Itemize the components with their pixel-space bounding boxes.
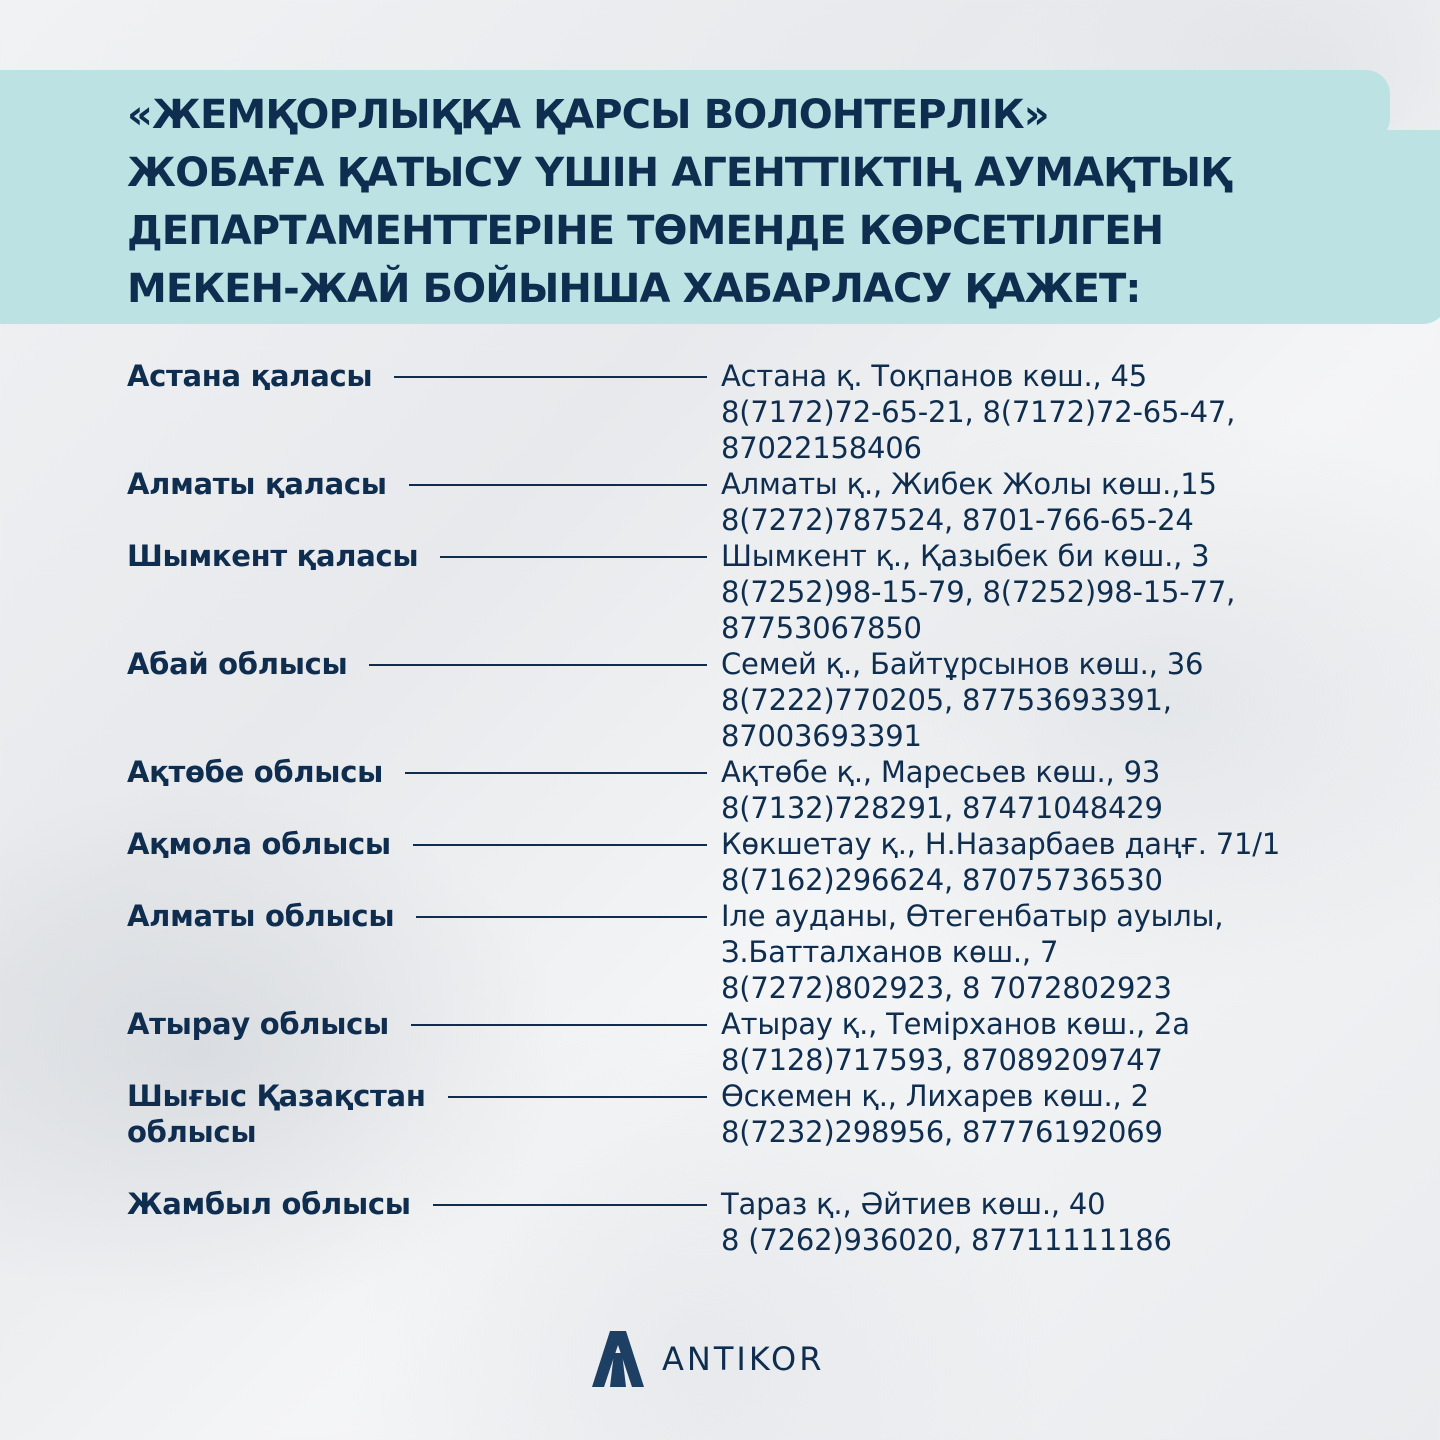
department-details — [721, 538, 1377, 646]
detail-line: 8(7272)802923, 8 7072802923 — [721, 971, 1172, 1005]
department-name — [127, 1186, 411, 1222]
department-name-line: облысы — [127, 1115, 257, 1149]
headline-line — [127, 144, 1230, 202]
detail-line: Көкшетау қ., Н.Назарбаев даңғ. 71/1 — [721, 827, 1281, 861]
department-name-line: Ақмола облысы — [127, 827, 391, 861]
department-name-line: Атырау облысы — [127, 1007, 389, 1041]
department-details — [721, 466, 1377, 538]
detail-line: Семей қ., Байтұрсынов көш., 36 — [721, 647, 1204, 681]
department-details — [721, 826, 1377, 898]
connector-line — [405, 772, 707, 774]
department-details — [721, 358, 1377, 466]
antikor-logo — [592, 1330, 824, 1388]
department-name-line: Шымкент қаласы — [127, 539, 419, 573]
department-name — [127, 754, 383, 790]
headline-line — [127, 260, 1230, 318]
detail-line: 8(7128)717593, 87089209747 — [721, 1043, 1163, 1077]
department-name-line: Алматы облысы — [127, 899, 395, 933]
connector-line — [433, 1204, 707, 1206]
department-entry — [127, 538, 1377, 646]
headline-line — [127, 202, 1230, 260]
department-details — [721, 1186, 1377, 1258]
department-details — [721, 1006, 1377, 1078]
connector-line — [409, 484, 707, 486]
detail-line: Тараз қ., Әйтиев көш., 40 — [721, 1187, 1106, 1221]
department-entry — [127, 898, 1377, 1006]
department-entry — [127, 754, 1377, 826]
detail-line: 8(7162)296624, 87075736530 — [721, 863, 1163, 897]
detail-line: З.Батталханов көш., 7 — [721, 935, 1059, 969]
department-name-line: Абай облысы — [127, 647, 348, 681]
department-entry — [127, 826, 1377, 898]
detail-line: Ақтөбе қ., Маресьев көш., 93 — [721, 755, 1161, 789]
department-details — [721, 646, 1377, 754]
connector-line — [411, 1024, 707, 1026]
department-name — [127, 358, 372, 394]
headline — [127, 86, 1230, 318]
headline-line-text: МЕКЕН-ЖАЙ БОЙЫНША ХАБАРЛАСУ ҚАЖЕТ: — [127, 266, 1141, 312]
connector-line — [394, 376, 707, 378]
detail-line: 8(7272)787524, 8701-766-65-24 — [721, 503, 1194, 537]
department-name — [127, 1078, 426, 1150]
department-name — [127, 466, 387, 502]
department-name-line: Ақтөбе облысы — [127, 755, 384, 789]
department-list — [127, 358, 1377, 1258]
detail-line: Алматы қ., Жибек Жолы көш.,15 — [721, 467, 1217, 501]
department-entry — [127, 1078, 1377, 1150]
department-name-line: Астана қаласы — [127, 359, 373, 393]
department-name — [127, 538, 418, 574]
logo-text: ANTIKOR — [662, 1340, 825, 1378]
detail-line: 8(7172)72-65-21, 8(7172)72-65-47, — [721, 395, 1236, 429]
department-name-line: Шығыс Қазақстан — [127, 1079, 426, 1113]
department-name-line: Жамбыл облысы — [127, 1187, 411, 1221]
connector-line — [369, 664, 707, 666]
department-details — [721, 754, 1377, 826]
detail-line: Іле ауданы, Өтегенбатыр ауылы, — [721, 899, 1224, 933]
detail-line: 8(7232)298956, 87776192069 — [721, 1115, 1163, 1149]
department-name — [127, 1006, 389, 1042]
connector-line — [448, 1096, 707, 1098]
department-entry — [127, 358, 1377, 466]
detail-line: 8 (7262)936020, 87711111186 — [721, 1223, 1172, 1257]
department-entry — [127, 1006, 1377, 1078]
detail-line: 87753067850 — [721, 611, 922, 645]
detail-line: 87022158406 — [721, 431, 922, 465]
headline-line-text: ДЕПАРТАМЕНТТЕРІНЕ ТӨМЕНДЕ КӨРСЕТІЛГЕН — [127, 208, 1164, 254]
detail-line: 8(7222)770205, 87753693391, — [721, 683, 1172, 717]
department-entry — [127, 1186, 1377, 1258]
headline-line-text: «ЖЕМҚОРЛЫҚҚА ҚАРСЫ ВОЛОНТЕРЛІК» — [127, 92, 1049, 138]
department-name — [127, 826, 391, 862]
detail-line: Шымкент қ., Қазыбек би көш., 3 — [721, 539, 1210, 573]
department-entry — [127, 466, 1377, 538]
department-details — [721, 898, 1377, 1006]
detail-line: Өскемен қ., Лихарев көш., 2 — [721, 1079, 1149, 1113]
department-details — [721, 1078, 1377, 1150]
antikor-logo-icon — [592, 1331, 644, 1387]
detail-line: Атырау қ., Темірханов көш., 2а — [721, 1007, 1190, 1041]
headline-line-text: ЖОБАҒА ҚАТЫСУ ҮШІН АГЕНТТІКТІҢ АУМАҚТЫҚ — [127, 150, 1231, 196]
department-name — [127, 646, 347, 682]
detail-line: 8(7252)98-15-79, 8(7252)98-15-77, — [721, 575, 1236, 609]
department-entry — [127, 646, 1377, 754]
detail-line: 87003693391 — [721, 719, 922, 753]
connector-line — [440, 556, 707, 558]
department-name — [127, 898, 394, 934]
detail-line: Астана қ. Тоқпанов көш., 45 — [721, 359, 1148, 393]
connector-line — [416, 916, 707, 918]
detail-line: 8(7132)728291, 87471048429 — [721, 791, 1163, 825]
connector-line — [413, 844, 707, 846]
department-name-line: Алматы қаласы — [127, 467, 387, 501]
